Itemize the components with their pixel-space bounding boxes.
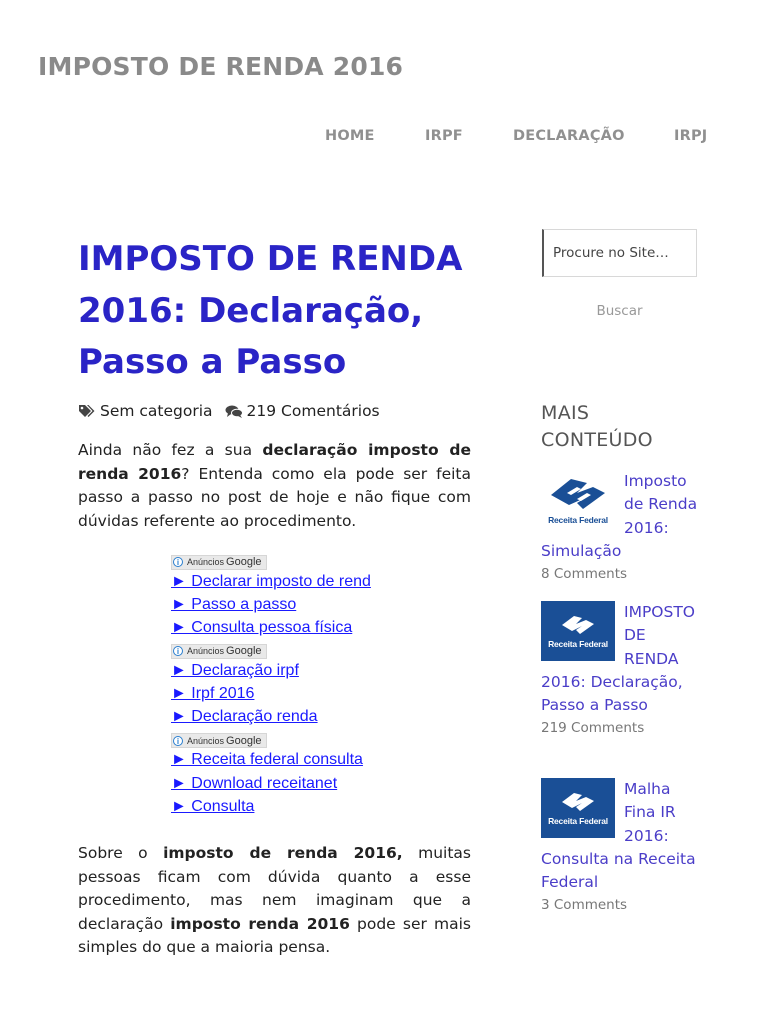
post-paragraph: Sobre o imposto de renda 2016, muitas pessoas ficam com dúvida quanto a esse procedimento, mas nem imaginam que a declaração imposto renda 2016 pode ser mais simples do que a maioria pensa. <box>78 844 472 956</box>
ad-link[interactable]: ► Receita federal consulta <box>171 751 363 769</box>
receita-federal-emblem-icon <box>558 790 598 814</box>
recent-post-item <box>541 601 701 739</box>
post-meta <box>78 402 380 420</box>
ads-badge[interactable]: i Anúncios Google <box>171 733 267 748</box>
search-input[interactable] <box>542 229 697 277</box>
ad-group <box>171 729 401 818</box>
ad-group <box>171 639 401 728</box>
recent-post-comments[interactable]: 3 Comments <box>541 897 628 914</box>
ad-group <box>171 550 401 639</box>
recent-post-item <box>541 778 701 916</box>
receita-federal-emblem-icon <box>558 613 598 637</box>
bold-text: imposto renda 2016 <box>170 914 350 933</box>
ad-link[interactable]: ► Download receitanet <box>171 774 338 792</box>
site-title[interactable]: IMPOSTO DE RENDA 2016 <box>38 52 404 81</box>
recent-post-link[interactable]: IMPOSTO DE RENDA 2016: Declaração, Passo a Passo <box>541 603 695 715</box>
nav-item-irpf[interactable]: IRPF <box>425 128 463 144</box>
ad-link[interactable]: ► Declaração renda <box>171 708 318 726</box>
nav-item-irpj[interactable]: IRPJ <box>674 128 708 144</box>
recent-post-item <box>541 470 701 585</box>
recent-post-comments[interactable]: 219 Comments <box>541 720 645 737</box>
post-comments[interactable] <box>225 402 380 420</box>
search-button[interactable]: Buscar <box>542 300 697 322</box>
intro-text: Ainda não fez a sua <box>78 441 263 459</box>
ad-link[interactable]: ► Irpf 2016 <box>171 685 255 703</box>
intro-bold: declaração imposto de renda 2016 <box>78 441 471 483</box>
info-icon: i <box>173 736 183 746</box>
main-nav <box>0 128 768 150</box>
post-category-label[interactable]: Sem categoria <box>100 402 213 420</box>
recent-post-link[interactable]: Imposto de Renda 2016: Simulação <box>541 472 698 560</box>
post-title: IMPOSTO DE RENDA 2016: Declaração, Passo a Passo <box>78 239 463 382</box>
google-ads-block <box>171 550 401 818</box>
recent-post-comments[interactable]: 8 Comments <box>541 566 628 583</box>
comments-icon <box>225 405 243 418</box>
post-comments-label[interactable]: 219 Comentários <box>246 402 380 420</box>
recent-post-link[interactable]: Malha Fina IR 2016: Consulta na Receita Federal <box>541 780 696 892</box>
nav-item-declaracao[interactable]: DECLARAÇÃO <box>513 128 625 144</box>
info-icon: i <box>173 557 183 567</box>
ads-badge[interactable]: i Anúncios Google <box>171 644 267 659</box>
bold-text: imposto de renda 2016, <box>163 844 403 862</box>
nav-item-home[interactable]: HOME <box>325 128 375 144</box>
widget-title: MAIS CONTEÚDO <box>541 402 653 451</box>
post-category[interactable] <box>78 402 213 420</box>
info-icon: i <box>173 646 183 656</box>
receita-federal-emblem-icon <box>547 475 609 513</box>
ad-link[interactable]: ► Consulta <box>171 797 255 815</box>
ad-link[interactable]: ► Consulta pessoa física <box>171 619 353 637</box>
receita-federal-logo[interactable]: Receita Federal <box>541 470 615 530</box>
post-intro <box>78 439 471 533</box>
ads-badge[interactable]: i Anúncios Google <box>171 555 267 570</box>
tags-icon <box>78 404 96 418</box>
ad-link[interactable]: ► Declaração irpf <box>171 661 299 679</box>
receita-federal-logo[interactable]: Receita Federal <box>541 778 615 838</box>
intro-text-end: ? Entenda como ela pode ser feita passo a passo no post de hoje e não fique com dúvidas referente ao procedimento. <box>78 464 471 530</box>
receita-federal-logo[interactable]: Receita Federal <box>541 601 615 661</box>
ad-link[interactable]: ► Declarar imposto de rend <box>171 572 371 590</box>
ad-link[interactable]: ► Passo a passo <box>171 595 297 613</box>
